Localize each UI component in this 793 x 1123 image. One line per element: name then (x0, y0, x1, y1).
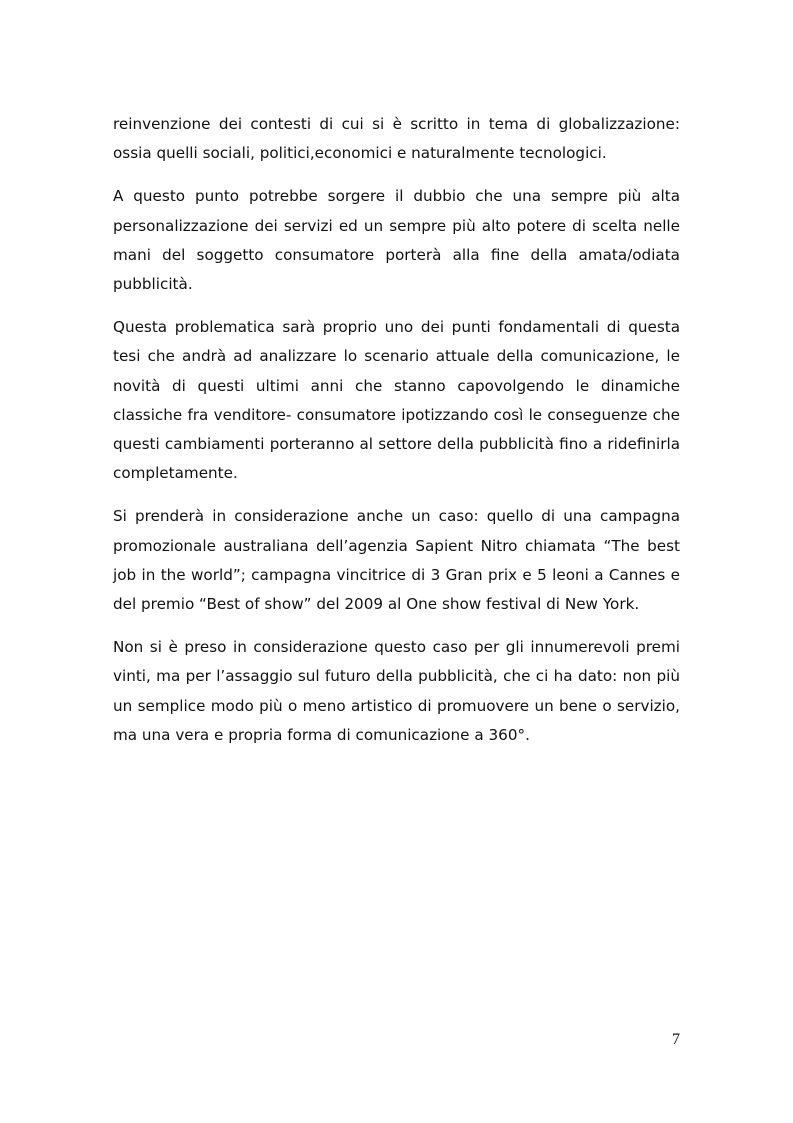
document-body (113, 110, 680, 764)
paragraph-futuro-pubblicita: Non si è preso in considerazione questo caso per gli innumerevoli premi vinti, ma per l’assaggio sul futuro della pubblicità, che ci ha dato: non più un semplice modo più o meno artistico di promuovere un bene o servizio, ma una vera e propria forma di comunicazione a 360°. (113, 638, 680, 744)
paragraph-caso-campagna: Si prenderà in considerazione anche un caso: quello di una campagna promozionale australiana dell’agenzia Sapient Nitro chiamata “The best job in the world”; campagna vincitrice di 3 Gran prix e 5 leoni a Cannes e del premio “Best of show” del 2009 al One show festival di New York. (113, 507, 680, 614)
paragraph-globalizzazione: reinvenzione dei contesti di cui si è scritto in tema di globalizzazione: ossia quelli sociali, politici,economici e naturalmente tecnologici. (113, 115, 680, 163)
paragraph-problematica: Questa problematica sarà proprio uno dei punti fondamentali di questa tesi che andrà ad analizzare lo scenario attuale della comunicazione, le novità di questi ultimi anni che stanno capovolgendo le dinamiche classiche fra venditore- consumatore ipotizzando così le conseguenze che questi cambiamenti porteranno al settore della pubblicità fino a ridefinirla completamente. (113, 318, 680, 483)
page-number: 7 (672, 1031, 680, 1048)
paragraph-personalizzazione: A questo punto potrebbe sorgere il dubbio che una sempre più alta personalizzazione dei servizi ed un sempre più alto potere di scelta nelle mani del soggetto consumatore porterà alla fine della amata/odiata pubblicità. (113, 187, 680, 294)
